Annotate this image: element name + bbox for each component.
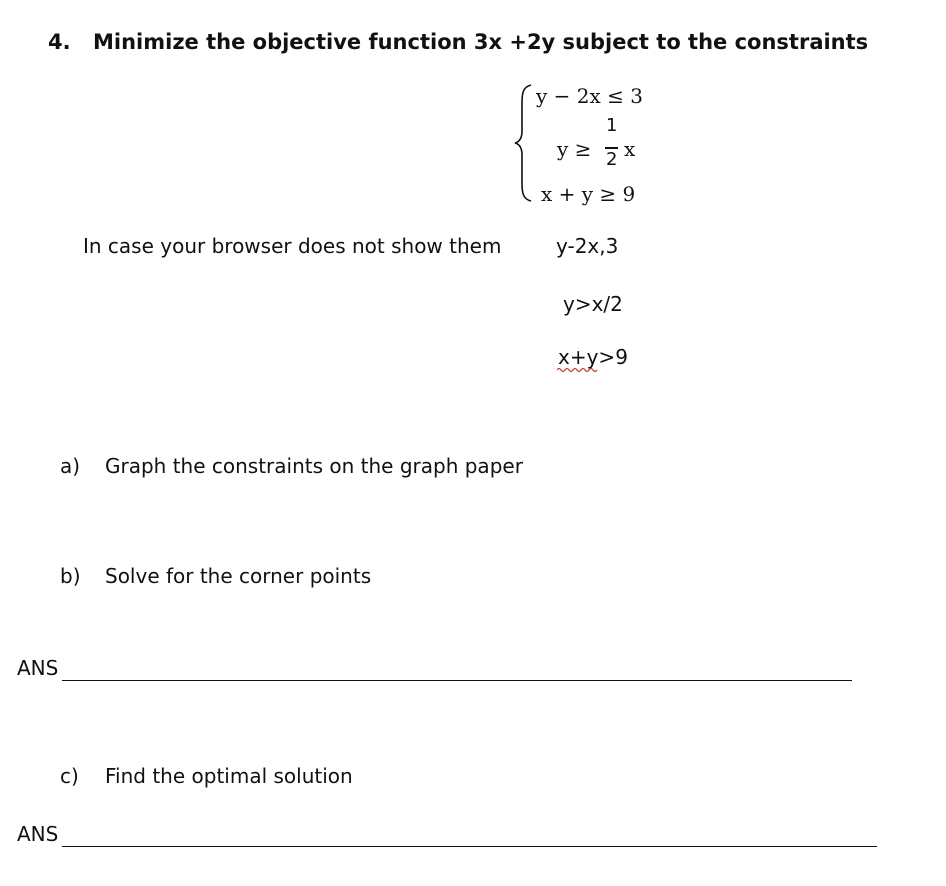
plain-constraint-1: y-2x,3 bbox=[556, 234, 619, 258]
constraint-2-lhs: y ≥ bbox=[557, 137, 592, 161]
constraint-3: x + y ≥ 9 bbox=[541, 182, 636, 206]
constraint-2-fraction-denominator: 2 bbox=[606, 149, 618, 170]
answer-1-line[interactable] bbox=[62, 680, 852, 681]
constraint-2-fraction-numerator: 1 bbox=[606, 115, 618, 136]
plain-text-note: In case your browser does not show them bbox=[83, 234, 502, 258]
part-c-label: c) bbox=[60, 764, 79, 788]
part-a-label: a) bbox=[60, 454, 81, 478]
question-number: 4. bbox=[48, 30, 71, 54]
part-b-label: b) bbox=[60, 564, 81, 588]
answer-2-line[interactable] bbox=[62, 846, 877, 847]
plain-constraint-3: x+y>9 bbox=[558, 345, 628, 369]
spellcheck-underline-icon bbox=[557, 367, 599, 373]
constraint-2-variable: x bbox=[624, 137, 636, 161]
part-a-text: Graph the constraints on the graph paper bbox=[105, 454, 523, 478]
part-b-text: Solve for the corner points bbox=[105, 564, 372, 588]
part-c-text: Find the optimal solution bbox=[105, 764, 353, 788]
question-text: Minimize the objective function 3x +2y subject to the constraints bbox=[93, 30, 869, 54]
answer-2-label: ANS bbox=[17, 822, 59, 846]
plain-constraint-2: y>x/2 bbox=[563, 292, 623, 316]
constraint-1: y − 2x ≤ 3 bbox=[536, 84, 643, 108]
left-brace-icon bbox=[513, 83, 535, 203]
answer-1-label: ANS bbox=[17, 656, 59, 680]
